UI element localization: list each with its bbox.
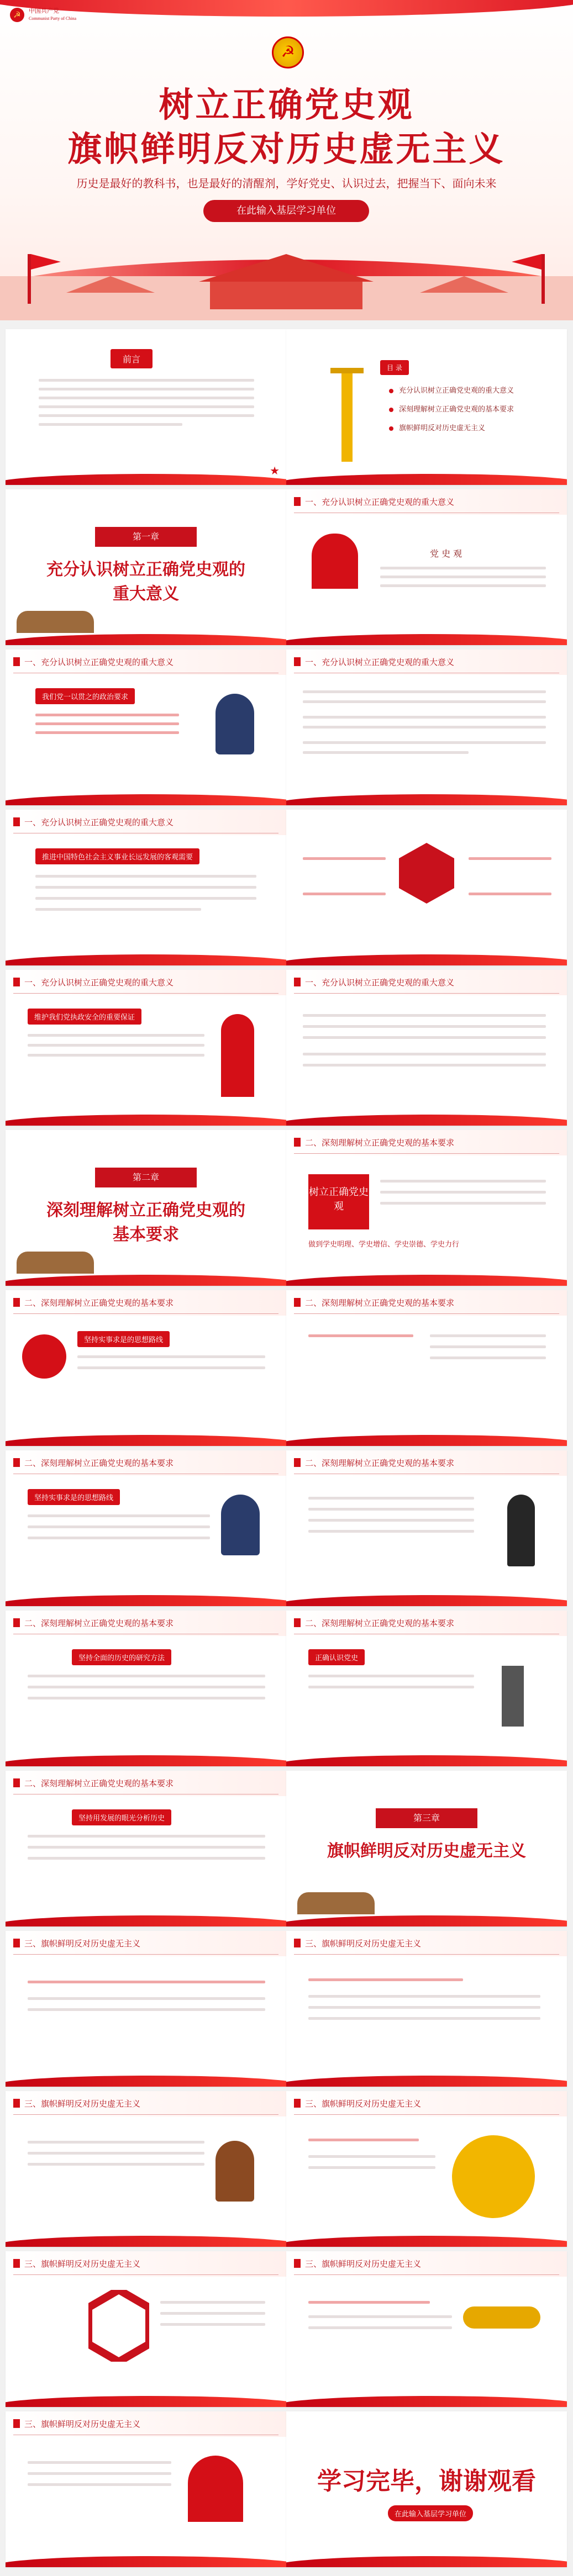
hero-subtitle: 历史是最好的教科书，也是最好的清醒剂，学好党史、认识过去，把握当下、面向未来 bbox=[76, 177, 497, 190]
toc-badge: 目 录 bbox=[380, 360, 409, 375]
hero-title-line1: 树立正确党史观 bbox=[159, 86, 414, 124]
s2e-pill: 正确认识党史 bbox=[308, 1649, 365, 1665]
slide-1b bbox=[6, 650, 286, 805]
slide-header: 二、深刻理解树立正确党史观的基本要求 bbox=[305, 1298, 455, 1308]
slide-header: 二、深刻理解树立正确党史观的基本要求 bbox=[24, 1778, 174, 1788]
slide-1e bbox=[286, 810, 567, 965]
slide-header: 二、深刻理解树立正确党史观的基本要求 bbox=[24, 1458, 174, 1468]
s1f-pill: 维护我们党执政安全的重要保证 bbox=[28, 1009, 141, 1025]
s2d-pill-b: 坚持用发展的眼光分析历史 bbox=[72, 1809, 171, 1825]
worker-silhouette-icon bbox=[221, 1014, 254, 1097]
slide-header: 一、充分认识树立正确党史观的重大意义 bbox=[305, 497, 455, 507]
sculpture-icon bbox=[17, 1252, 94, 1274]
card-bold-line: 做到学史明理、学史增信、学史崇德、学史力行 bbox=[308, 1241, 460, 1249]
slide-3c bbox=[6, 2091, 286, 2247]
slide-header: 二、深刻理解树立正确党史观的基本要求 bbox=[305, 1138, 455, 1148]
hexagon-diagram-icon bbox=[399, 843, 454, 904]
chapter1-title: 充分认识树立正确党史观的重大意义 bbox=[46, 560, 245, 604]
speaker-silhouette-icon bbox=[312, 534, 358, 589]
logo-text-cn: 中国共产党 bbox=[29, 8, 59, 14]
slide-header: 二、深刻理解树立正确党史观的基本要求 bbox=[305, 1458, 455, 1468]
logo-text-en: Communist Party of China bbox=[29, 16, 76, 21]
woman-presenter-icon bbox=[507, 1495, 535, 1566]
slide-1c bbox=[286, 650, 567, 805]
slide-2c bbox=[286, 1290, 567, 1446]
slide-2b bbox=[6, 1290, 286, 1446]
preface-title: 前言 bbox=[111, 349, 153, 368]
flag-star-emblem-icon bbox=[452, 2135, 535, 2218]
red-hexagon-frame-icon bbox=[88, 2290, 149, 2362]
party-logo bbox=[10, 8, 76, 22]
camera-tripod-icon bbox=[502, 1666, 524, 1727]
tiananmen-skyline bbox=[0, 243, 573, 320]
slide-chapter3 bbox=[286, 1771, 567, 1926]
slide-header: 三、旗帜鲜明反对历史虚无主义 bbox=[24, 2419, 141, 2429]
toc-item-2[interactable]: 深刻理解树立正确党史观的基本要求 bbox=[399, 405, 514, 414]
s2c-pill: 坚持全面的历史的研究方法 bbox=[72, 1649, 171, 1665]
slide-3e bbox=[6, 2251, 286, 2407]
speaker-avatar-icon bbox=[22, 1334, 66, 1379]
slide-header: 三、旗帜鲜明反对历史虚无主义 bbox=[24, 2259, 141, 2269]
chapter3-label: 第三章 bbox=[376, 1808, 477, 1828]
slide-2h bbox=[6, 1771, 286, 1926]
party-badge-icon: ☭ bbox=[10, 8, 24, 22]
slide-toc bbox=[286, 329, 567, 485]
toc-item-1[interactable]: 充分认识树立正确党史观的重大意义 bbox=[399, 387, 514, 395]
slide-1f bbox=[6, 970, 286, 1126]
slide-1a bbox=[286, 489, 567, 645]
slide-header: 一、充分认识树立正确党史观的重大意义 bbox=[24, 978, 174, 988]
slide-header: 三、旗帜鲜明反对历史虚无主义 bbox=[305, 2099, 422, 2109]
sculpture-icon bbox=[17, 611, 94, 633]
slide-2d bbox=[6, 1450, 286, 1606]
slide-header: 三、旗帜鲜明反对历史虚无主义 bbox=[305, 1939, 422, 1949]
slide-2e bbox=[286, 1450, 567, 1606]
slide-header: 一、充分认识树立正确党史观的重大意义 bbox=[24, 657, 174, 667]
toc-item-3[interactable]: 旗帜鲜明反对历史虚无主义 bbox=[399, 424, 486, 432]
closing-unit-button[interactable]: 在此输入基层学习单位 bbox=[388, 2505, 473, 2521]
party-emblem-icon: ☭ bbox=[272, 36, 304, 68]
slide-header: 一、充分认识树立正确党史观的重大意义 bbox=[305, 657, 455, 667]
hero-banner bbox=[0, 0, 573, 320]
slide-2f bbox=[6, 1611, 286, 1766]
slide-2a bbox=[286, 1130, 567, 1286]
chapter3-title: 旗帜鲜明反对历史虚无主义 bbox=[327, 1841, 526, 1861]
slide-header: 二、深刻理解树立正确党史观的基本要求 bbox=[24, 1298, 174, 1308]
presenter-illustration-icon bbox=[221, 1495, 260, 1555]
slide-chapter1 bbox=[6, 489, 286, 645]
star-icon: ★ bbox=[270, 464, 280, 477]
slide-1d bbox=[6, 810, 286, 965]
huabiao-pillar-icon bbox=[325, 357, 369, 467]
chapter1-label: 第一章 bbox=[95, 527, 197, 547]
red-ribbon bbox=[0, 0, 573, 17]
slide-2g bbox=[286, 1611, 567, 1766]
slide-header: 三、旗帜鲜明反对历史虚无主义 bbox=[24, 1939, 141, 1949]
slide-3d bbox=[286, 2091, 567, 2247]
slide-chapter2 bbox=[6, 1130, 286, 1286]
slide-header: 三、旗帜鲜明反对历史虚无主义 bbox=[305, 2259, 422, 2269]
slide-preface bbox=[6, 329, 286, 485]
slide-header: 一、充分认识树立正确党史观的重大意义 bbox=[305, 978, 455, 988]
slide-closing bbox=[286, 2411, 567, 2567]
slide-3g bbox=[6, 2411, 286, 2567]
s2b-pill: 坚持实事求是的思想路线 bbox=[77, 1331, 170, 1347]
s1b-pill: 我们党一以贯之的政治要求 bbox=[35, 688, 135, 704]
trumpet-icon bbox=[463, 2306, 540, 2329]
unit-button[interactable]: 在此输入基层学习单位 bbox=[203, 200, 369, 222]
s1d-pill: 推进中国特色社会主义事业长远发展的客观需要 bbox=[35, 848, 199, 864]
slide-3a bbox=[6, 1931, 286, 2087]
sculpture-icon bbox=[297, 1892, 375, 1914]
slide-1g bbox=[286, 970, 567, 1126]
slide-3f bbox=[286, 2251, 567, 2407]
s2d-pill: 坚持实事求是的思想路线 bbox=[28, 1489, 120, 1505]
closing-title: 学习完毕，谢谢观看 bbox=[317, 2467, 536, 2495]
slide-header: 二、深刻理解树立正确党史观的基本要求 bbox=[24, 1618, 174, 1628]
slide-header: 二、深刻理解树立正确党史观的基本要求 bbox=[305, 1618, 455, 1628]
podium-speaker-icon bbox=[215, 2141, 254, 2202]
party-history-label: 党 史 观 bbox=[430, 548, 462, 559]
hero-title-line2: 旗帜鲜明反对历史虚无主义 bbox=[67, 130, 506, 168]
slide-header: 一、充分认识树立正确党史观的重大意义 bbox=[24, 817, 174, 827]
slide-header: 三、旗帜鲜明反对历史虚无主义 bbox=[24, 2099, 141, 2109]
presenter-illustration-icon bbox=[215, 694, 254, 754]
slide-3b bbox=[286, 1931, 567, 2087]
chapter2-label: 第二章 bbox=[95, 1168, 197, 1187]
card-title: 树立正确党史观 bbox=[308, 1174, 369, 1229]
chapter2-title: 深刻理解树立正确党史观的基本要求 bbox=[46, 1201, 245, 1244]
silhouette-bust-icon bbox=[188, 2456, 243, 2522]
